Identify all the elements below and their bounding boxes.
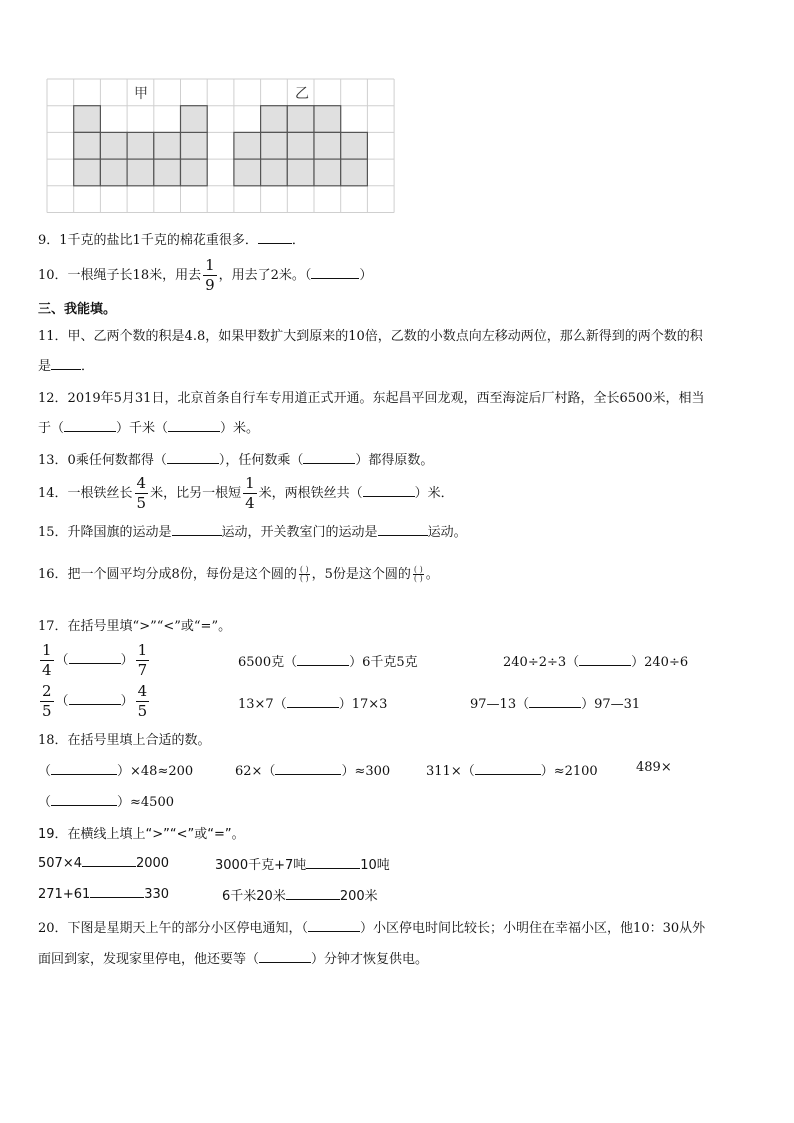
shaded-cell: [154, 132, 181, 159]
q18-text-2: ）≈4500: [117, 795, 174, 810]
shape-jia: [74, 106, 208, 186]
q17-row-2-item-1: [38, 682, 151, 721]
q14-text-3: 米，两根铁丝共（: [258, 486, 363, 501]
denominator: 7: [137, 661, 148, 679]
q13-text: 13．0乘任何数都得（: [38, 453, 167, 468]
placeholder-fraction[interactable]: [299, 566, 310, 583]
fraction: [203, 256, 217, 295]
q17-text: 6500克（: [238, 655, 298, 670]
answer-blank[interactable]: [82, 854, 136, 867]
denominator: 4: [42, 661, 52, 679]
q15-text: 15．升降国旗的运动是: [38, 525, 172, 540]
question-17-title: 17．在括号里填“>”“<”或“=”。: [38, 619, 232, 634]
q15-text-3: 运动。: [427, 525, 467, 540]
q17-text-2: ）6千克5克: [349, 655, 418, 670]
answer-blank[interactable]: [311, 266, 359, 279]
q17-text-2: ）17×3: [338, 697, 388, 712]
q16-text-3: 。: [425, 567, 439, 582]
shaded-cell: [261, 132, 288, 159]
grid-shapes-figure: [46, 78, 396, 214]
q19-text-2: 10吨: [360, 858, 390, 873]
question-20-line-2: [38, 948, 428, 967]
q9-tail: ．: [291, 233, 305, 248]
q20-text: 面回到家，发现家里停电，他还要等（: [38, 952, 260, 967]
answer-blank[interactable]: [297, 653, 349, 666]
q9-text: 9．1千克的盐比1千克的棉花重很多．: [38, 233, 258, 248]
q19-row-2-item-2: [222, 885, 378, 904]
shaded-cell: [154, 159, 181, 186]
question-13: [38, 449, 433, 468]
q19-row-2-item-1: [38, 885, 169, 902]
q18-text: 62×（: [235, 764, 276, 779]
answer-blank[interactable]: [306, 856, 360, 869]
denominator: 4: [245, 494, 255, 512]
numerator: 2: [42, 682, 52, 700]
q18-text: 311×（: [426, 764, 475, 779]
q13-text-3: ）都得原数。: [355, 453, 434, 468]
q20-text-2: ）小区停电时间比较长；小明住在幸福小区，他10：30从外: [360, 921, 706, 936]
q19-text: 507×4: [38, 856, 82, 871]
numerator: 4: [136, 474, 147, 492]
q17-text: 13×7（: [238, 697, 287, 712]
numerator-placeholder: ( ): [413, 565, 423, 574]
q18-item-3: [426, 760, 598, 779]
q17-row-2-item-3: [470, 693, 640, 712]
shaded-cell: [314, 106, 341, 133]
shape-yi: [234, 106, 368, 186]
shaded-cell: [314, 159, 341, 186]
shaded-cell: [287, 132, 314, 159]
answer-blank[interactable]: [51, 793, 117, 806]
q13-text-2: ），任何数乘（: [218, 453, 304, 468]
q17-row-1-item-1: [38, 641, 151, 680]
q18-text-2: ）≈2100: [540, 764, 598, 779]
answer-blank[interactable]: [64, 419, 116, 432]
question-15: [38, 521, 467, 540]
shaded-cell: [261, 106, 288, 133]
denominator: 9: [205, 276, 215, 294]
q17-text-2: ）97—31: [581, 697, 641, 712]
q20-text-2: ）分钟才恢复供电。: [311, 952, 429, 967]
question-14: [38, 474, 454, 513]
q16-text: 16．把一个圆平均分成8份，每份是这个圆的: [38, 567, 297, 582]
q19-text-2: 2000: [135, 856, 170, 871]
q18-item-4: 489×: [636, 760, 672, 775]
q14-text-4: ）米．: [414, 486, 454, 501]
q17-row-2-item-2: [238, 693, 387, 712]
answer-blank[interactable]: [69, 692, 121, 705]
shaded-cell: [181, 106, 208, 133]
numerator: 1: [245, 474, 255, 492]
answer-blank[interactable]: [167, 451, 219, 464]
q19-text: 3000千克+7吨: [215, 858, 307, 873]
q18-text-2: ）×48≈200: [117, 764, 194, 779]
q18-text: （: [38, 764, 52, 779]
fraction: [136, 641, 150, 680]
label-yi: 乙: [295, 86, 309, 102]
q18-text-2: ）≈300: [341, 764, 391, 779]
q17-text: 97—13（: [470, 697, 530, 712]
q10-text: 10．一根绳子长18米，用去: [38, 268, 202, 283]
numerator-placeholder: ( ): [299, 565, 309, 574]
paren-open: （: [55, 694, 69, 709]
shaded-cell: [234, 132, 261, 159]
question-11-line-2: [38, 355, 94, 374]
answer-blank[interactable]: [363, 484, 415, 497]
q14-text: 14．一根铁丝长: [38, 486, 133, 501]
numerator: 1: [137, 641, 148, 659]
q17-row-1-item-3: [503, 651, 688, 670]
question-20-line-1: [38, 917, 705, 936]
question-9: [38, 229, 305, 248]
shaded-cell: [314, 132, 341, 159]
shaded-cell: [74, 132, 101, 159]
answer-blank[interactable]: [51, 357, 81, 370]
q19-text-2: 200米: [339, 889, 378, 904]
answer-blank[interactable]: [287, 695, 339, 708]
answer-blank[interactable]: [303, 451, 355, 464]
q12-text-2: ）千米（: [116, 421, 169, 436]
shaded-cell: [127, 159, 154, 186]
shaded-cell: [181, 159, 208, 186]
question-18-title: 18．在括号里填上合适的数。: [38, 733, 211, 748]
denominator-placeholder: ( ): [413, 574, 423, 583]
question-12-line-2: [38, 417, 259, 436]
shaded-cell: [100, 159, 127, 186]
shaded-cell: [287, 106, 314, 133]
numerator: 1: [42, 641, 52, 659]
q12-text: 于（: [38, 421, 65, 436]
answer-blank[interactable]: [259, 950, 311, 963]
answer-blank[interactable]: [378, 523, 428, 536]
section-heading: 三、我能填。: [38, 302, 117, 317]
fraction: [40, 682, 54, 721]
answer-blank[interactable]: [51, 762, 117, 775]
answer-blank[interactable]: [286, 887, 340, 900]
q18-text: （: [38, 795, 52, 810]
q14-text-2: 米，比另一根短: [150, 486, 242, 501]
shaded-cell: [74, 106, 101, 133]
q17-text-2: ）240÷6: [631, 655, 689, 670]
answer-blank[interactable]: [90, 885, 144, 898]
numerator: 1: [205, 256, 215, 274]
shaded-cell: [100, 132, 127, 159]
answer-blank[interactable]: [475, 762, 541, 775]
answer-blank[interactable]: [529, 695, 581, 708]
q18-item-4-line-2: [38, 791, 174, 810]
answer-blank[interactable]: [172, 523, 222, 536]
question-10: [38, 256, 372, 295]
paren-open: （: [55, 653, 69, 668]
label-jia: 甲: [134, 86, 148, 102]
answer-blank[interactable]: [168, 419, 220, 432]
shaded-cell: [127, 132, 154, 159]
answer-blank[interactable]: [579, 653, 631, 666]
shaded-cell: [234, 159, 261, 186]
denominator-placeholder: ( ): [299, 574, 309, 583]
fraction: [243, 474, 257, 513]
shaded-cell: [261, 159, 288, 186]
q18-item-1: [38, 760, 193, 779]
q10-tail: ）: [359, 268, 373, 283]
question-11-line-1: 11．甲、乙两个数的积是4.8，如果甲数扩大到原来的10倍，乙数的小数点向左移动两位，那么新得到的两个数的积: [38, 329, 703, 344]
q11-text: 是: [38, 359, 52, 374]
fraction: [40, 641, 54, 680]
paren-close: ）: [120, 694, 134, 709]
q18-item-2: [235, 760, 390, 779]
denominator: 5: [137, 702, 148, 720]
q19-row-1-item-2: [215, 854, 390, 873]
question-12-line-1: 12．2019年5月31日，北京首条自行车专用道正式开通。东起昌平回龙观，西至海淀后厂村路，全长6500米，相当: [38, 391, 705, 406]
q17-row-1-item-2: [238, 651, 418, 670]
question-16: [38, 563, 439, 583]
numerator: 4: [137, 682, 148, 700]
fraction: [136, 682, 150, 721]
fraction: [135, 474, 149, 513]
paren-close: ）: [120, 653, 134, 668]
shaded-cell: [181, 132, 208, 159]
q20-text: 20．下图是星期天上午的部分小区停电通知，（: [38, 921, 309, 936]
placeholder-fraction[interactable]: [413, 566, 424, 583]
question-19-title: 19．在横线上填上“>”“<”或“=”。: [38, 827, 245, 842]
answer-blank[interactable]: [308, 919, 360, 932]
shaded-cell: [341, 132, 368, 159]
q15-text-2: 运动，开关教室门的运动是: [221, 525, 378, 540]
q11-tail: ．: [81, 359, 95, 374]
shaded-cell: [287, 159, 314, 186]
denominator: 5: [42, 702, 52, 720]
q12-text-3: ）米。: [220, 421, 260, 436]
answer-blank[interactable]: [69, 651, 121, 664]
denominator: 5: [136, 494, 147, 512]
answer-blank[interactable]: [275, 762, 341, 775]
q10-text-2: ，用去了2米。（: [218, 268, 312, 283]
q19-text: 6千米20米: [222, 889, 286, 904]
answer-blank[interactable]: [258, 231, 292, 244]
q17-text: 240÷2÷3（: [503, 655, 580, 670]
shaded-cell: [341, 159, 368, 186]
q19-text-2: 330: [144, 887, 170, 902]
q16-text-2: ，5份是这个圆的: [311, 567, 411, 582]
q19-row-1-item-1: [38, 854, 169, 871]
shaded-cell: [74, 159, 101, 186]
q19-text: 271+61: [38, 887, 91, 902]
